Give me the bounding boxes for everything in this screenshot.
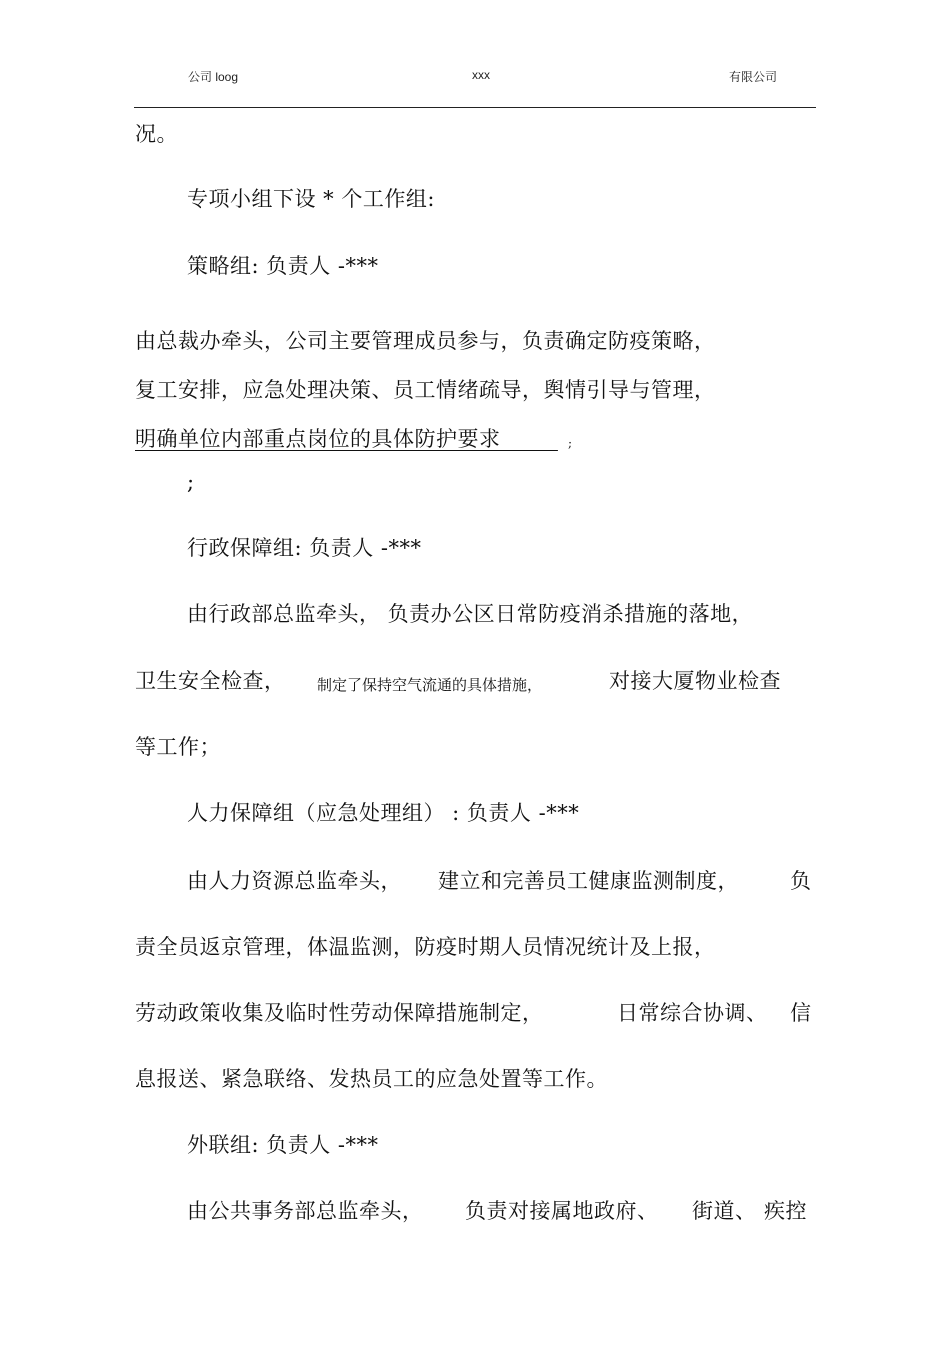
body-line-4: 由总裁办牵头，公司主要管理成员参与，负责确定防疫策略， [135, 329, 716, 353]
body-line-18c: 街道、 [692, 1199, 757, 1223]
body-line-17: 外联组: 负责人 -*** [187, 1133, 379, 1157]
underlined-requirement: 明确单位内部重点岗位的具体防护要求 [135, 427, 501, 451]
body-line-3: 策略组: 负责人 -*** [187, 254, 379, 278]
header-center-text: xxx [472, 68, 490, 82]
body-line-18d: 疾控 [764, 1199, 807, 1223]
header-rule [134, 107, 816, 108]
header-company-logo-text: 公司 loog [188, 70, 239, 84]
body-line-8: 行政保障组: 负责人 -*** [187, 536, 422, 560]
body-line-2: 专项小组下设 * 个工作组: [187, 187, 435, 211]
body-line-7: ; [187, 470, 195, 494]
body-line-18a: 由公共事务部总监牵头， [187, 1199, 424, 1223]
body-line-10c: 对接大厦物业检查 [609, 669, 781, 693]
body-line-11: 等工作； [135, 735, 221, 759]
body-line-6-tail: ; [568, 436, 573, 450]
body-line-13a: 由人力资源总监牵头， [187, 869, 402, 893]
body-line-14: 责全员返京管理，体温监测，防疫时期人员情况统计及上报， [135, 935, 716, 959]
body-line-15c: 信 [790, 1001, 812, 1025]
body-line-5: 复工安排，应急处理决策、员工情绪疏导，舆情引导与管理， [135, 378, 716, 402]
body-line-15a: 劳动政策收集及临时性劳动保障措施制定， [135, 1001, 544, 1025]
body-line-1: 况。 [135, 122, 178, 146]
body-line-12: 人力保障组（应急处理组） : 负责人 -*** [187, 801, 580, 825]
body-line-18b: 负责对接属地政府、 [465, 1199, 659, 1223]
body-line-10b: 制定了保持空气流通的具体措施， [317, 676, 543, 694]
body-line-9: 由行政部总监牵头， 负责办公区日常防疫消杀措施的落地， [187, 602, 754, 626]
body-line-16: 息报送、紧急联络、发热员工的应急处置等工作。 [135, 1067, 608, 1091]
header-company-name: 有限公司 [729, 70, 778, 84]
body-line-15b: 日常综合协调、 [617, 1001, 768, 1025]
body-line-10a: 卫生安全检查， [135, 669, 286, 693]
body-line-6 [135, 426, 558, 452]
body-line-13b: 建立和完善员工健康监测制度， [438, 869, 739, 893]
body-line-13c: 负 [790, 869, 812, 893]
underline-blank [501, 427, 558, 451]
